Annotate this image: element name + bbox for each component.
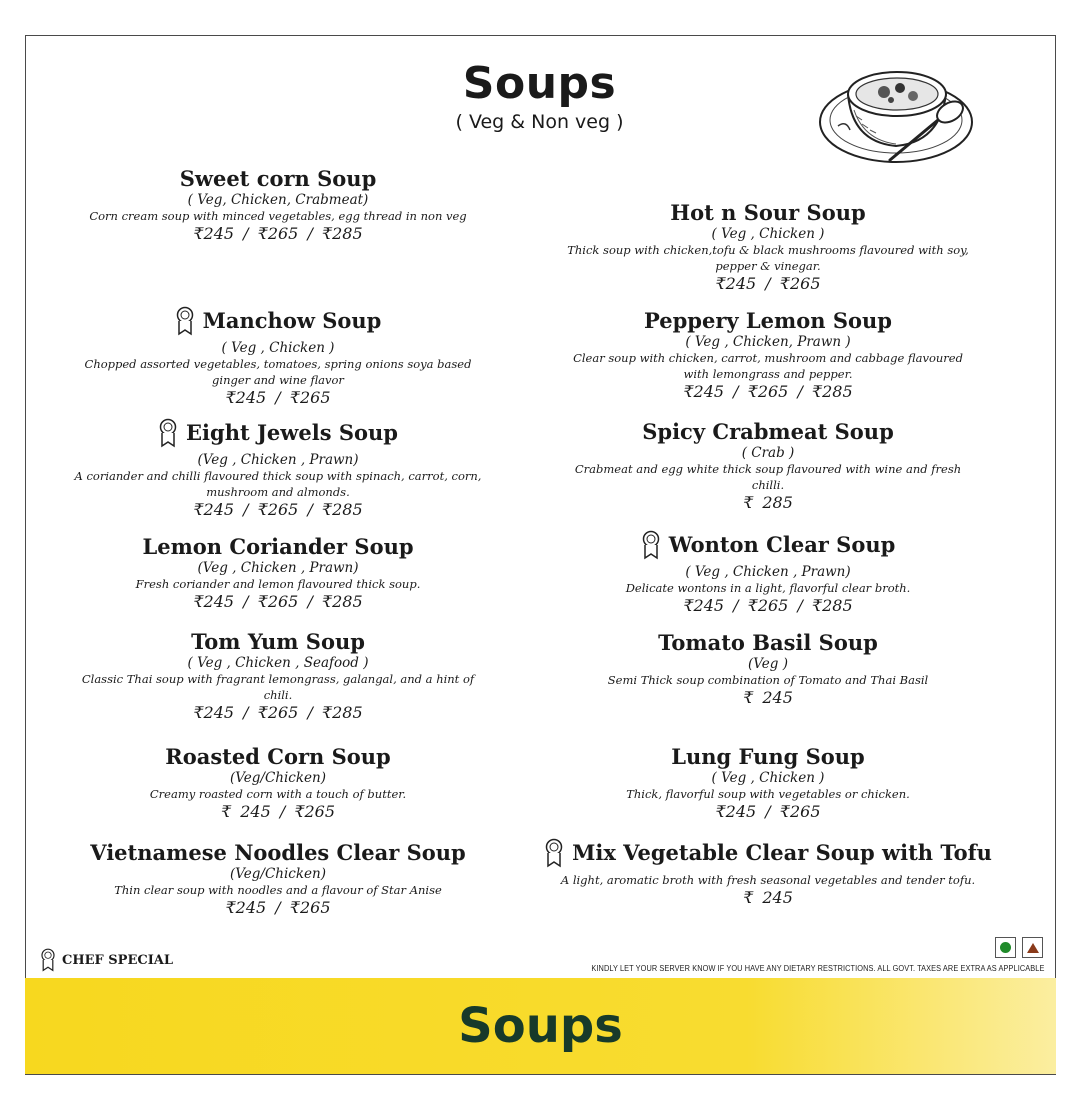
item-name: Roasted Corn Soup	[165, 744, 391, 769]
menu-item-wonton-clear-soup	[558, 530, 978, 616]
item-variants: ( Veg , Chicken, Prawn )	[685, 334, 851, 350]
footer-title: Soups	[458, 998, 623, 1054]
chef-special-icon	[175, 306, 195, 336]
item-variants: ( Veg, Chicken, Crabmeat)	[187, 192, 369, 208]
chef-special-icon	[158, 418, 178, 448]
chef-special-icon	[40, 948, 56, 972]
menu-item-roasted-corn-soup	[68, 744, 488, 822]
item-name: Hot n Sour Soup	[670, 200, 866, 225]
item-description: Thin clear soup with noodles and a flavour of Star Anise	[114, 883, 442, 897]
menu-item-spicy-crabmeat-soup	[558, 419, 978, 513]
item-price: ₹ 245	[743, 688, 793, 707]
item-price: ₹245 / ₹265 / ₹285	[683, 382, 853, 401]
item-name: Tom Yum Soup	[191, 629, 365, 654]
item-name: Vietnamese Noodles Clear Soup	[90, 840, 466, 865]
item-description: A coriander and chilli flavoured thick soup with spinach, carrot, corn, mushroom and almonds.	[74, 469, 482, 499]
item-variants: ( Crab )	[741, 445, 795, 461]
menu-item-sweet-corn-soup	[68, 166, 488, 244]
item-description: Crabmeat and egg white thick soup flavoured with wine and fresh chilli.	[574, 462, 962, 492]
item-description: Classic Thai soup with fragrant lemongrass, galangal, and a hint of chili.	[81, 672, 475, 702]
menu-item-peppery-lemon-soup	[558, 308, 978, 402]
item-description: Creamy roasted corn with a touch of butter.	[149, 787, 407, 801]
item-variants: (Veg )	[748, 656, 788, 672]
item-name: Spicy Crabmeat Soup	[642, 419, 894, 444]
diet-legend	[995, 937, 1043, 958]
item-price: ₹245 / ₹265	[715, 274, 821, 293]
item-variants: ( Veg , Chicken , Seafood )	[187, 655, 369, 671]
dietary-disclaimer: KINDLY LET YOUR SERVER KNOW IF YOU HAVE ANY DIETARY RESTRICTIONS. ALL GOVT. TAXES ARE EXTRA AS APPLICABLE	[590, 964, 1044, 973]
chef-special-icon	[544, 838, 564, 868]
page-subtitle: ( Veg & Non veg )	[455, 111, 624, 133]
item-description: Thick, flavorful soup with vegetables or chicken.	[626, 787, 910, 801]
item-name: Eight Jewels Soup	[158, 418, 398, 448]
chef-special-legend	[40, 948, 173, 972]
item-variants: (Veg , Chicken , Prawn)	[197, 452, 359, 468]
item-description: Clear soup with chicken, carrot, mushroom and cabbage flavoured with lemongrass and pepper.	[573, 351, 963, 381]
item-description: Corn cream soup with minced vegetables, egg thread in non veg	[89, 209, 467, 223]
item-price: ₹245 / ₹265 / ₹285	[193, 224, 363, 243]
page-title: Soups	[462, 58, 617, 109]
item-variants: (Veg , Chicken , Prawn)	[197, 560, 359, 576]
item-description: Delicate wontons in a light, flavorful clear broth.	[625, 581, 911, 595]
item-price: ₹ 245 / ₹265	[220, 802, 336, 821]
item-price: ₹245 / ₹265 / ₹285	[683, 596, 853, 615]
menu-item-tomato-basil-soup	[558, 630, 978, 708]
item-description: Chopped assorted vegetables, tomatoes, spring onions soya based ginger and wine flavor	[84, 357, 472, 387]
item-price: ₹ 285	[743, 493, 793, 512]
menu-item-lung-fung-soup	[558, 744, 978, 822]
chef-special-icon	[641, 530, 661, 560]
item-description: A light, aromatic broth with fresh seasonal vegetables and tender tofu.	[560, 873, 976, 887]
item-name: Lemon Coriander Soup	[142, 534, 414, 559]
menu-item-mix-vegetable-clear-soup-with-tofu	[538, 838, 998, 908]
item-price: ₹245 / ₹265 / ₹285	[193, 500, 363, 519]
item-name: Peppery Lemon Soup	[644, 308, 892, 333]
item-price: ₹245 / ₹265	[225, 898, 331, 917]
item-name: Wonton Clear Soup	[641, 530, 896, 560]
footer-band	[25, 978, 1056, 1074]
item-description: Semi Thick soup combination of Tomato and Thai Basil	[607, 673, 929, 687]
soup-bowl-illustration	[818, 50, 978, 172]
item-variants: ( Veg , Chicken )	[711, 770, 825, 786]
item-variants: ( Veg , Chicken )	[711, 226, 825, 242]
item-name: Lung Fung Soup	[671, 744, 865, 769]
menu-item-lemon-coriander-soup	[68, 534, 488, 612]
item-variants: ( Veg , Chicken , Prawn)	[685, 564, 851, 580]
item-name: Mix Vegetable Clear Soup with Tofu	[544, 838, 992, 868]
item-name: Manchow Soup	[175, 306, 382, 336]
item-variants: (Veg/Chicken)	[230, 866, 326, 882]
item-price: ₹ 245	[743, 888, 793, 907]
item-price: ₹245 / ₹265	[715, 802, 821, 821]
item-price: ₹245 / ₹265	[225, 388, 331, 407]
veg-icon	[995, 937, 1016, 958]
menu-item-manchow-soup	[68, 306, 488, 408]
menu-item-eight-jewels-soup	[68, 418, 488, 520]
item-price: ₹245 / ₹265 / ₹285	[193, 592, 363, 611]
item-description: Fresh coriander and lemon flavoured thick soup.	[135, 577, 421, 591]
item-name: Tomato Basil Soup	[658, 630, 878, 655]
item-variants: (Veg/Chicken)	[230, 770, 326, 786]
menu-item-tom-yum-soup	[68, 629, 488, 723]
menu-item-hot-n-sour-soup	[558, 200, 978, 294]
chef-special-label: CHEF SPECIAL	[62, 952, 174, 968]
item-description: Thick soup with chicken,tofu & black mushrooms flavoured with soy, pepper & vinegar.	[567, 243, 969, 273]
item-price: ₹245 / ₹265 / ₹285	[193, 703, 363, 722]
non-veg-icon	[1022, 937, 1043, 958]
menu-item-vietnamese-noodles-clear-soup	[68, 840, 488, 918]
item-name: Sweet corn Soup	[179, 166, 377, 191]
item-variants: ( Veg , Chicken )	[221, 340, 335, 356]
